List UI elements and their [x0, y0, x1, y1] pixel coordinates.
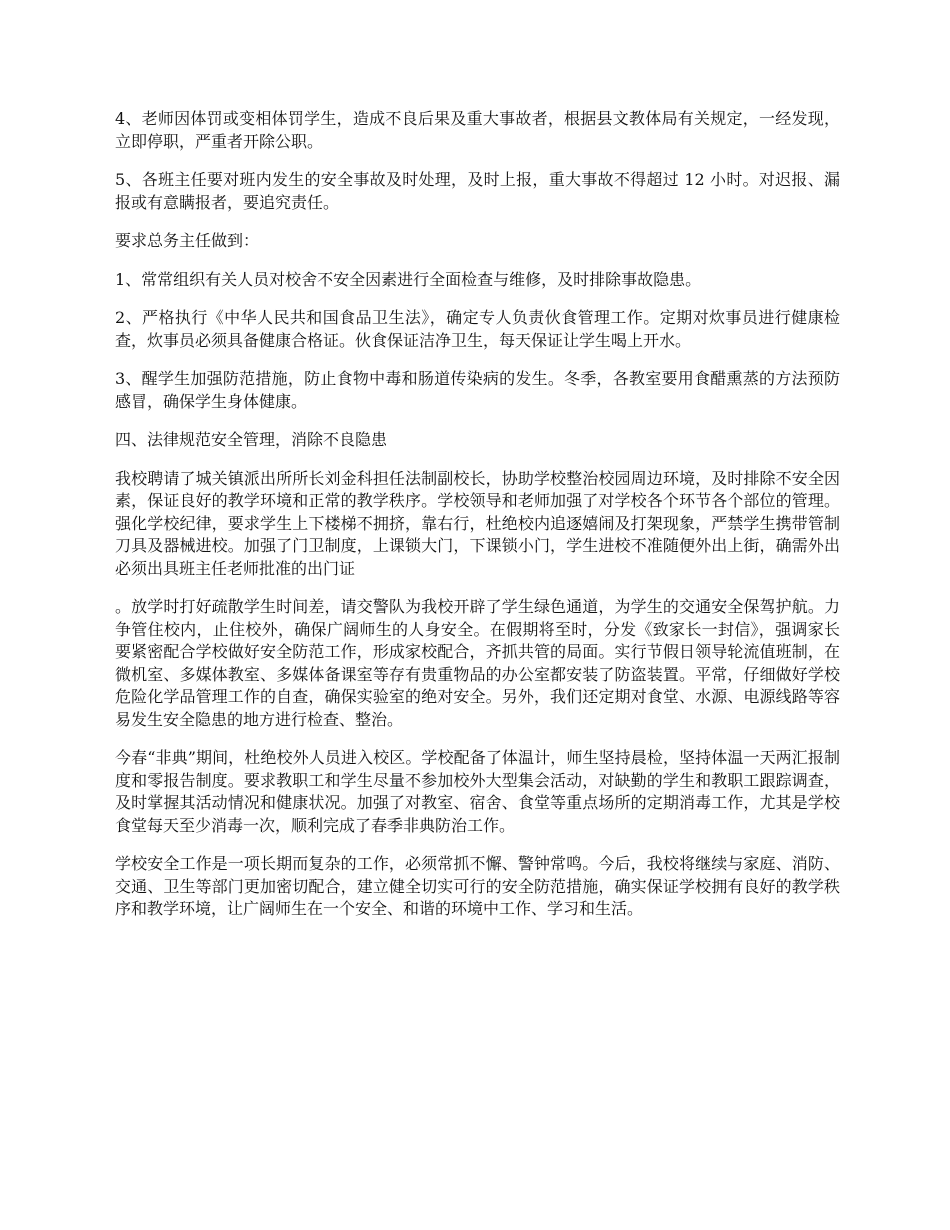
paragraph-food-hygiene: 2、严格执行《中华人民共和国食品卫生法》，确定专人负责伙食管理工作。定期对炊事员进行健康检查，炊事员必须具备健康合格证。伙食保证洁净卫生，每天保证让学生喝上开水。	[115, 308, 840, 350]
paragraph-teacher-punishment: 4、老师因体罚或变相体罚学生，造成不良后果及重大事故者，根据县文教体局有关规定，一经发现，立即停职，严重者开除公职。	[115, 109, 840, 151]
paragraph-disease-prevention: 3、醒学生加强防范措施，防止食物中毒和肠道传染病的发生。冬季，各教室要用食醋熏蒸的方法预防感冒，确保学生身体健康。	[115, 369, 840, 411]
paragraph-sars-prevention: 今春“非典”期间，杜绝校外人员进入校区。学校配备了体温计，师生坚持晨检，坚持体温一天两汇报制度和零报告制度。要求教职工和学生尽量不参加校外大型集会活动，对缺勤的学生和教职工跟踪调查，及时掌握其活动情况和健康状况。加强了对教室、宿舍、食堂等重点场所的定期消毒工作，尤其是学校食堂每天至少消毒一次，顺利完成了春季非典防治工作。	[115, 748, 840, 835]
paragraph-building-inspection: 1、常常组织有关人员对校舍不安全因素进行全面检查与维修，及时排除事故隐患。	[115, 269, 702, 289]
document-body	[115, 108, 840, 937]
paragraph-logistics-heading: 要求总务主任做到：	[115, 231, 260, 250]
paragraph-traffic-safety: 。放学时打好疏散学生时间差，请交警队为我校开辟了学生绿色通道，为学生的交通安全保驾护航。力争管住校内，止住校外，确保广阔师生的人身安全。在假期将至时，分发《致家长一封信》，强调家长要紧密配合学校做好安全防范工作，形成家校配合，齐抓共管的局面。实行节假日领导轮流值班制，在微机室、多媒体教室、多媒体备课室等存有贵重物品的办公室都安装了防盗装置。平常，仔细做好学校危险化学品管理工作的自查，确保实验室的绝对安全。另外，我们还定期对食堂、水源、电源线路等容易发生安全隐患的地方进行检查、整治。	[115, 597, 840, 729]
section-heading-legal-safety: 四、法律规范安全管理，消除不良隐患	[115, 430, 388, 449]
paragraph-legal-vice-principal: 我校聘请了城关镇派出所所长刘金科担任法制副校长，协助学校整治校园周边环境，及时排除不安全因素，保证良好的教学环境和正常的教学秩序。学校领导和老师加强了对学校各个环节各个部位的管理。强化学校纪律，要求学生上下楼梯不拥挤，靠右行，杜绝校内追逐嬉闹及打架现象，严禁学生携带管制刀具及器械进校。加强了门卫制度，上课锁大门，下课锁小门，学生进校不准随便外出上街，确需外出必须出具班主任老师批准的出门证	[115, 468, 840, 578]
paragraph-conclusion: 学校安全工作是一项长期而复杂的工作，必须常抓不懈、警钟常鸣。今后，我校将继续与家庭、消防、交通、卫生等部门更加密切配合，建立健全切实可行的安全防范措施，确实保证学校拥有良好的教学秩序和教学环境，让广阔师生在一个安全、和谐的环境中工作、学习和生活。	[115, 854, 840, 918]
paragraph-accident-reporting: 5、各班主任要对班内发生的安全事故及时处理，及时上报，重大事故不得超过 12 小时。对迟报、漏报或有意瞒报者，要追究责任。	[115, 170, 840, 212]
